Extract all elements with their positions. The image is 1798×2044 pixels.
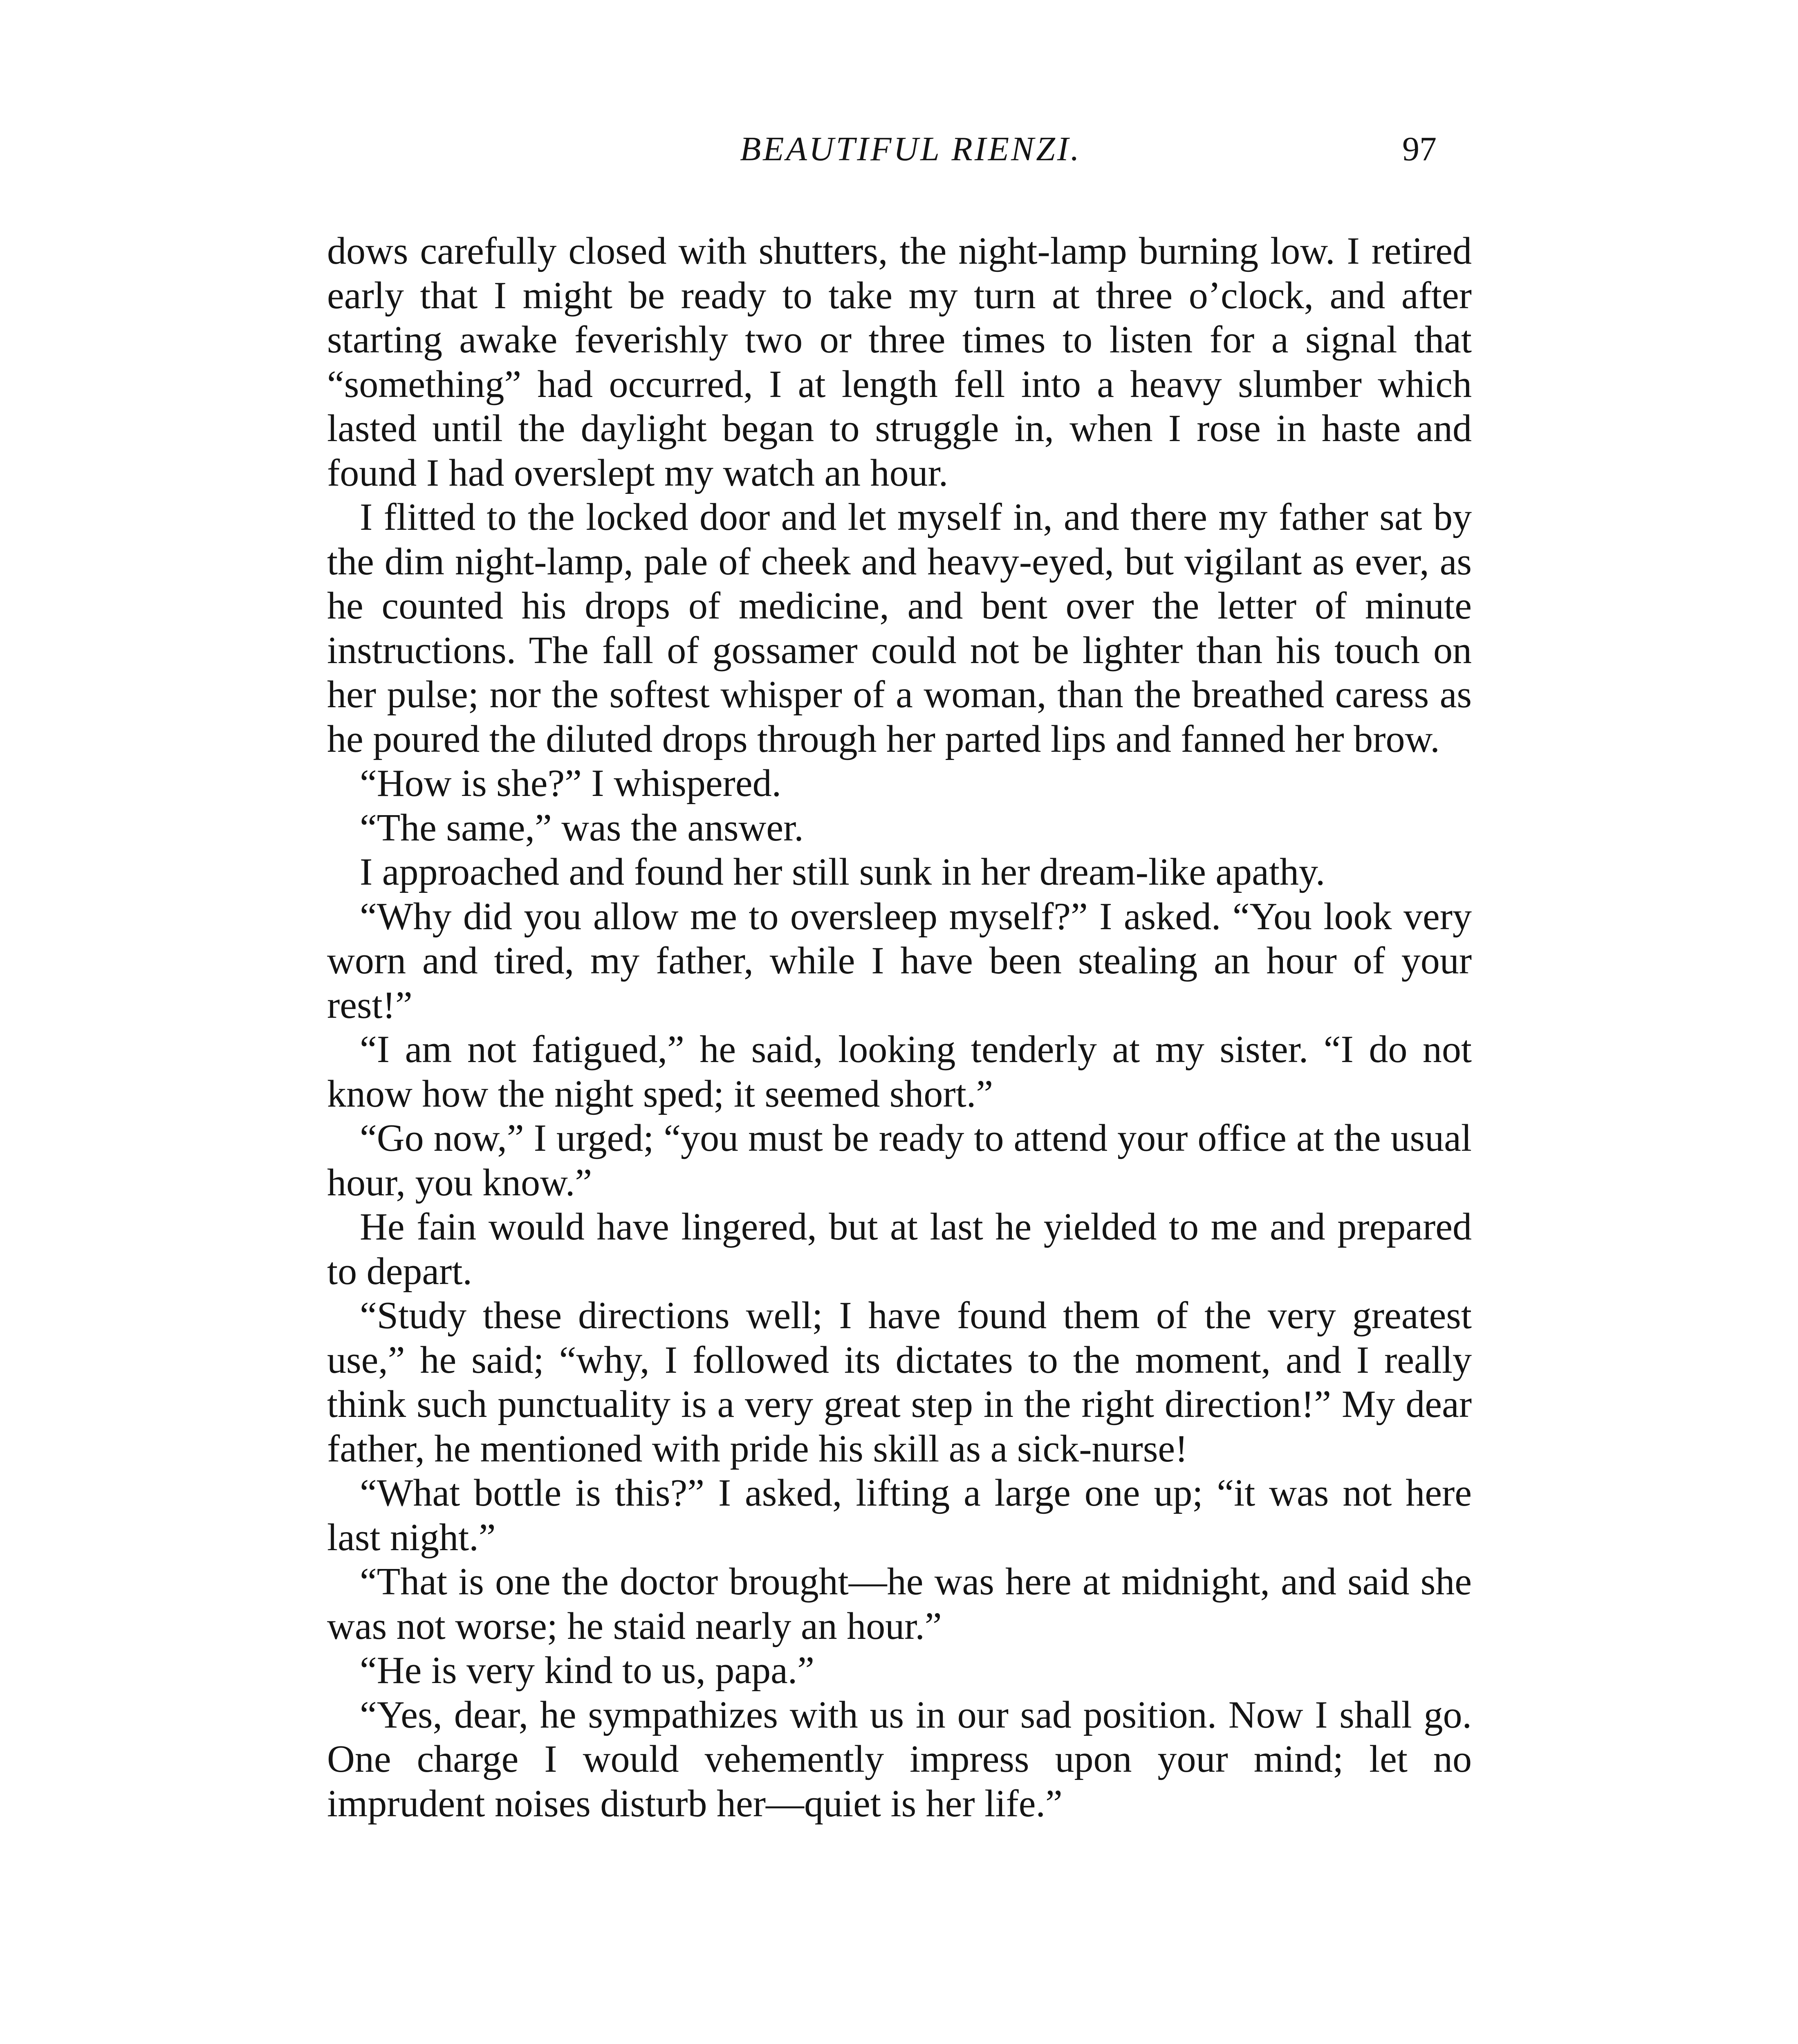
running-head <box>0 123 1798 176</box>
page-number: 97 <box>1402 130 1437 168</box>
page-title: BEAUTIFUL RIENZI. <box>740 130 1081 168</box>
body-text <box>327 229 1472 1826</box>
paragraph: “Study these directions well; I have found them of the very greatest use,” he said; “why, I followed its dictates to the moment, and I really think such punctuality is a very great step in the right direction!” My dear father, he mentioned with pride his skill as a sick-nurse! <box>327 1294 1472 1470</box>
paragraph: “Go now,” I urged; “you must be ready to attend your office at the usual hour, you know.” <box>327 1117 1472 1204</box>
paragraph: He fain would have lingered, but at last he yielded to me and prepared to depart. <box>327 1206 1472 1293</box>
paragraph: “That is one the doctor brought—he was here at midnight, and said she was not worse; he staid nearly an hour.” <box>327 1560 1472 1647</box>
paragraph: I flitted to the locked door and let myself in, and there my father sat by the dim night-lamp, pale of cheek and heavy-eyed, but vigilant as ever, as he counted his drops of medicine, and bent over the letter of minute instructions. The fall of gossamer could not be lighter than his touch on her pulse; nor the softest whisper of a woman, than the breathed caress as he poured the diluted drops through her parted lips and fanned her brow. <box>327 496 1472 760</box>
paragraph: “The same,” was the answer. <box>360 806 804 849</box>
paragraph: “He is very kind to us, papa.” <box>360 1649 815 1692</box>
paragraph: “I am not fatigued,” he said, looking tenderly at my sister. “I do not know how the night sped; it seemed short.” <box>327 1028 1472 1115</box>
paragraph: “How is she?” I whispered. <box>360 762 782 805</box>
paragraph: “Yes, dear, he sympathizes with us in our sad position. Now I shall go. One charge I would vehemently impress upon your mind; let no imprudent noises disturb her—quiet is her life.” <box>327 1693 1472 1825</box>
paragraph: “What bottle is this?” I asked, lifting a large one up; “it was not here last night.” <box>327 1472 1472 1559</box>
paragraph: I approached and found her still sunk in her dream-like apathy. <box>360 851 1325 893</box>
paragraph: dows carefully closed with shutters, the night-lamp burning low. I retired early that I might be ready to take my turn at three o’clock, and after starting awake feverishly two or three times to listen for a signal that “something” had occurred, I at length fell into a heavy slumber which lasted until the daylight began to struggle in, when I rose in haste and found I had overslept my watch an hour. <box>327 230 1472 494</box>
paragraph: “Why did you allow me to oversleep myself?” I asked. “You look very worn and tired, my father, while I have been stealing an hour of your rest!” <box>327 895 1472 1026</box>
